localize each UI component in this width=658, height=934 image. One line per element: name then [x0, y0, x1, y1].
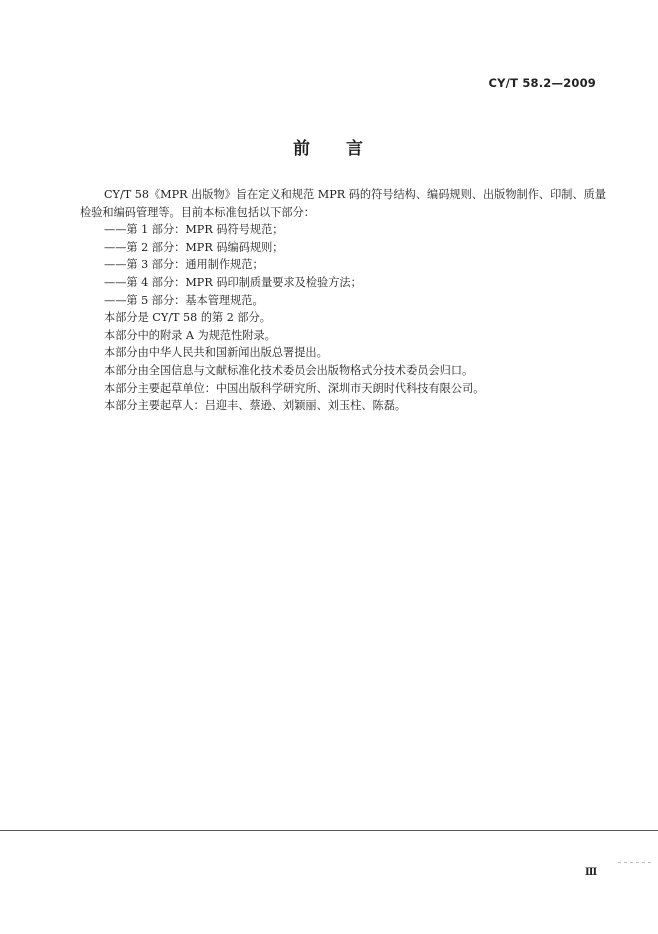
statement: 本部分由中华人民共和国新闻出版总署提出。 — [104, 346, 328, 360]
title-char-1: 前 — [293, 139, 312, 159]
part-item: ——第 4 部分：MPR 码印制质量要求及检验方法； — [104, 275, 362, 289]
part-item: ——第 2 部分：MPR 码编码规则； — [104, 240, 284, 254]
title-char-2: 言 — [346, 139, 365, 159]
standard-code: CY/T 58.2—2009 — [488, 76, 596, 90]
scan-artifact — [618, 862, 654, 863]
statement: 本部分是 CY/T 58 的第 2 部分。 — [104, 311, 271, 325]
page-number: Ⅲ — [585, 867, 598, 878]
statement: 本部分中的附录 A 为规范性附录。 — [104, 328, 276, 342]
intro-line-1: CY/T 58《MPR 出版物》旨在定义和规范 MPR 码的符号结构、编码规则、出版物制作、印制、质量 — [104, 188, 607, 201]
page-title — [0, 134, 658, 159]
statement: 本部分由全国信息与文献标准化技术委员会出版物格式分技术委员会归口。 — [104, 363, 474, 377]
intro-line-2: 检验和编码管理等。目前本标准包括以下部分： — [80, 205, 315, 219]
part-item: ——第 1 部分：MPR 码符号规范； — [104, 223, 284, 237]
foreword-body — [80, 186, 610, 415]
statement: 本部分主要起草单位：中国出版科学研究所、深圳市天朗时代科技有限公司。 — [104, 381, 485, 395]
part-item: ——第 5 部分：基本管理规范。 — [104, 293, 264, 307]
part-item: ——第 3 部分：通用制作规范； — [104, 258, 264, 272]
statement: 本部分主要起草人：吕迎丰、蔡逊、刘颖丽、刘玉柱、陈磊。 — [104, 399, 407, 413]
footer-divider — [0, 830, 658, 831]
